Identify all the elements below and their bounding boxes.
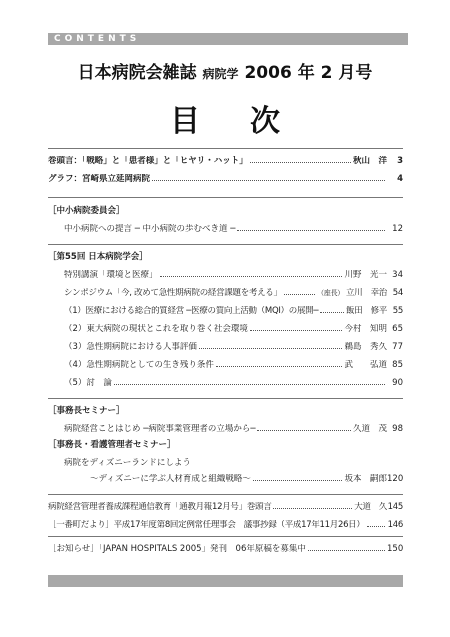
- toc-entry[interactable]: [64, 342, 403, 353]
- banner-label: CONTENTS: [54, 34, 141, 44]
- divider: [48, 197, 403, 198]
- toc-entry[interactable]: [64, 306, 403, 317]
- divider: [48, 536, 403, 537]
- journal-header: [0, 58, 450, 83]
- divider: [48, 494, 403, 495]
- section-header: ［中小病院委員会］: [48, 206, 125, 216]
- entry-title: 〜ディズニーに学ぶ人材育成と組織戦略〜: [90, 474, 251, 484]
- leader-dots: [250, 162, 351, 163]
- section-header: ［第55回 日本病院学会］: [48, 252, 148, 262]
- entry-title: （5）討 論: [64, 378, 112, 388]
- entry-page: 34: [392, 270, 403, 280]
- leader-dots: [216, 366, 343, 367]
- entry-page: 85: [392, 360, 403, 370]
- entry-title: 病院経営ことはじめ ─病院事業管理者の立場から─: [64, 424, 256, 434]
- toc-entry[interactable]: [90, 474, 403, 485]
- section-header: ［事務長・看護管理者セミナー］: [48, 440, 176, 450]
- entry-title: （3）急性期病院における人事評価: [64, 342, 197, 352]
- divider: [48, 148, 403, 149]
- entry-title: ［お知らせ］「JAPAN HOSPITALS 2005」発刊 06年原稿を募集中: [48, 544, 306, 554]
- entry-title: 病院経営管理者養成課程通信教育「通教月報12月号」巻頭言: [48, 502, 272, 512]
- entry-title: シンポジウム「今, 改めて急性期病院の経営課題を考える」: [64, 288, 282, 298]
- toc-entry[interactable]: [64, 424, 403, 435]
- entry-page: 77: [392, 342, 403, 352]
- toc-entry[interactable]: [64, 360, 403, 371]
- entry-title: （1）医療における総合的質経営 ─医療の質向上活動（MQI）の展開─: [64, 306, 319, 316]
- entry-page: 54: [392, 288, 403, 298]
- entry-page: 145: [387, 502, 403, 512]
- entry-page: 90: [392, 378, 403, 388]
- toc-entry[interactable]: [64, 324, 403, 335]
- entry-author: 鵜島 秀久: [344, 342, 387, 352]
- entry-title: グラフ：宮崎県立延岡病院: [48, 174, 151, 184]
- entry-author: 久道 茂: [352, 424, 387, 434]
- journal-subtitle: 病院学: [202, 67, 239, 81]
- entry-title: 巻頭言：「戦略」と「患者様」と「ヒヤリ・ハット」: [48, 156, 248, 166]
- toc-entry[interactable]: [64, 270, 403, 281]
- toc-entry[interactable]: [48, 520, 403, 531]
- entry-page: 146: [387, 520, 403, 530]
- entry-title: （4）急性期病院としての生き残り条件: [64, 360, 214, 370]
- leader-dots: [152, 180, 385, 181]
- toc-entry[interactable]: [64, 378, 403, 389]
- entry-page: 98: [392, 424, 403, 434]
- entry-page: 12: [392, 224, 403, 234]
- leader-dots: [367, 526, 385, 527]
- entry-author: 大道 久: [354, 502, 387, 512]
- entry-page: 120: [387, 474, 403, 484]
- page-title: 目次: [170, 104, 330, 139]
- leader-dots: [114, 384, 385, 385]
- entry-note: （座長）: [317, 289, 344, 297]
- leader-dots: [284, 294, 315, 295]
- entry-author: 武 弘道: [344, 360, 387, 370]
- journal-issue: 2006 年 2 月号: [244, 63, 373, 83]
- entry-title: （2）東大病院の現状とこれを取り巻く社会環境: [64, 324, 248, 334]
- entry-author: 飯田 修平: [345, 306, 387, 316]
- divider: [48, 244, 403, 245]
- leader-dots: [273, 508, 352, 509]
- entry-title: 特別講演「環境と医療」: [64, 270, 158, 280]
- leader-dots: [253, 480, 343, 481]
- leader-dots: [308, 550, 385, 551]
- leader-dots: [320, 312, 344, 313]
- entry-page: 55: [392, 306, 403, 316]
- entry-author: 川野 光一: [344, 270, 387, 280]
- toc-entry[interactable]: [48, 502, 403, 513]
- entry-author: 今村 知明: [344, 324, 387, 334]
- divider: [48, 398, 403, 399]
- entry-author: 坂本 嗣郎: [344, 474, 387, 484]
- entry-author: 秋山 洋: [352, 156, 387, 166]
- footer-bar: [48, 575, 403, 587]
- section-header: ［事務長セミナー］: [48, 406, 125, 416]
- toc-entry[interactable]: [48, 156, 403, 167]
- entry-title-line[interactable]: 病院をディズニーランドにしよう: [64, 458, 191, 468]
- entry-title: ［一番町だより］平成17年度第8回定例常任理事会 議事抄録（平成17年11月26日）: [48, 520, 365, 530]
- toc-entry[interactable]: [64, 224, 403, 235]
- contents-banner: [48, 33, 408, 45]
- leader-dots: [257, 430, 351, 431]
- leader-dots: [237, 230, 385, 231]
- leader-dots: [160, 276, 343, 277]
- leader-dots: [199, 348, 343, 349]
- entry-page: 65: [392, 324, 403, 334]
- entry-author: 立川 幸治: [345, 288, 387, 298]
- entry-page: 150: [387, 544, 403, 554]
- leader-dots: [250, 330, 343, 331]
- entry-title: 中小病院への提言 ─ 中小病院の歩むべき道 ─: [64, 224, 236, 234]
- entry-page: 3: [397, 156, 403, 166]
- toc-entry[interactable]: [48, 174, 403, 185]
- toc-entry[interactable]: [48, 544, 403, 555]
- journal-title: 日本病院会雑誌: [77, 63, 197, 83]
- toc-entry[interactable]: [64, 288, 403, 299]
- entry-page: 4: [397, 174, 403, 184]
